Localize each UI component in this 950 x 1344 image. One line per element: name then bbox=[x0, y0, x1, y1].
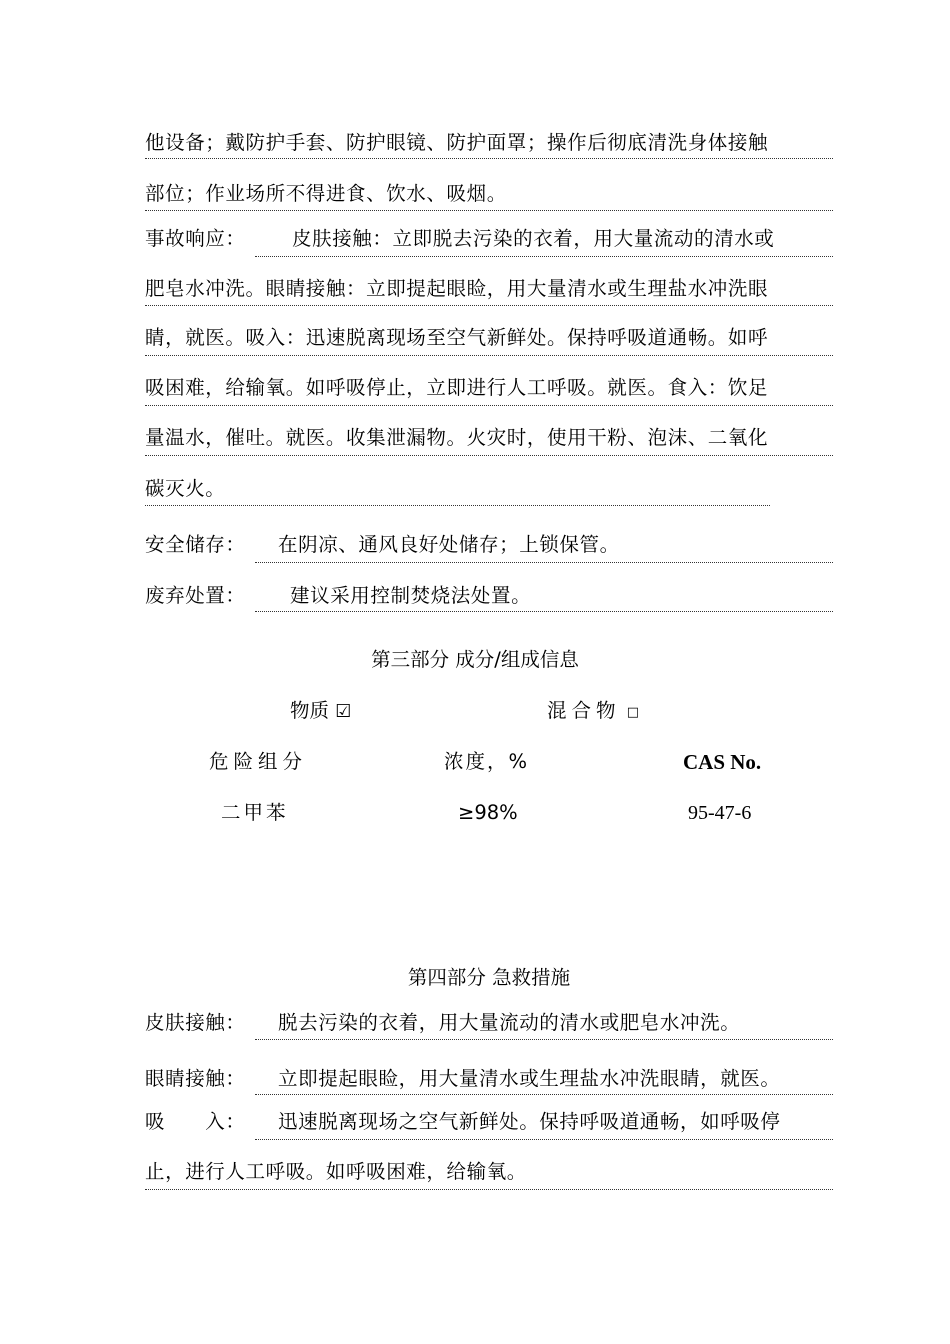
eye-contact-label: 眼睛接触： bbox=[145, 1067, 246, 1090]
eye-contact-text: 立即提起眼睑，用大量清水或生理盐水冲洗眼睛，就医。 bbox=[278, 1067, 781, 1090]
header-cas-no: CAS No. bbox=[683, 750, 762, 774]
substance-label: 物质 bbox=[290, 699, 330, 722]
inhalation-line-1: 迅速脱离现场之空气新鲜处。保持呼吸道通畅，如呼吸停 bbox=[278, 1110, 781, 1133]
section-4-title: 第四部分 急救措施 bbox=[407, 966, 571, 989]
disposal-label: 废弃处置： bbox=[145, 584, 246, 607]
dotted-rule bbox=[255, 1139, 833, 1140]
precaution-line-1: 他设备；戴防护手套、防护眼镜、防护面罩；操作后彻底清洗身体接触 bbox=[145, 131, 769, 154]
accident-response-line-5: 量温水，催吐。就医。收集泄漏物。火灾时，使用干粉、泡沫、二氧化 bbox=[145, 426, 769, 449]
dotted-rule bbox=[145, 1189, 833, 1190]
component-concentration: ≥98% bbox=[458, 801, 518, 824]
dotted-rule bbox=[145, 355, 833, 356]
checked-box-icon: ☑ bbox=[335, 701, 352, 722]
dotted-rule bbox=[255, 256, 833, 257]
mixture-option bbox=[547, 698, 639, 726]
component-name: 二甲苯 bbox=[221, 801, 289, 824]
empty-box-icon: □ bbox=[626, 705, 640, 720]
dotted-rule bbox=[255, 562, 833, 563]
accident-response-line-1: 皮肤接触：立即脱去污染的衣着，用大量流动的清水或 bbox=[292, 227, 775, 250]
dotted-rule bbox=[145, 158, 833, 159]
safe-storage-label: 安全储存： bbox=[145, 533, 246, 556]
accident-response-line-2: 肥皂水冲洗。眼睛接触：立即提起眼睑，用大量清水或生理盐水冲洗眼 bbox=[145, 277, 769, 300]
section-3-title: 第三部分 成分/组成信息 bbox=[371, 648, 579, 671]
dotted-rule bbox=[145, 305, 833, 306]
accident-response-line-6: 碳灭火。 bbox=[145, 477, 226, 500]
dotted-rule bbox=[145, 455, 833, 456]
skin-contact-text: 脱去污染的衣着，用大量流动的清水或肥皂水冲洗。 bbox=[278, 1011, 741, 1034]
disposal-text: 建议采用控制焚烧法处置。 bbox=[290, 584, 532, 607]
dotted-rule bbox=[145, 210, 833, 211]
accident-response-line-3: 睛，就医。吸入：迅速脱离现场至空气新鲜处。保持呼吸道通畅。如呼 bbox=[145, 326, 769, 349]
inhalation-label: 吸 入： bbox=[145, 1110, 246, 1133]
precaution-line-2: 部位；作业场所不得进食、饮水、吸烟。 bbox=[145, 182, 507, 205]
dotted-rule bbox=[145, 405, 833, 406]
inhalation-line-2: 止，进行人工呼吸。如呼吸困难，给输氧。 bbox=[145, 1160, 527, 1183]
accident-response-label: 事故响应： bbox=[145, 227, 246, 250]
safe-storage-text: 在阴凉、通风良好处储存；上锁保管。 bbox=[278, 533, 620, 556]
substance-option bbox=[290, 698, 351, 725]
header-concentration: 浓度，% bbox=[444, 750, 530, 773]
dotted-rule bbox=[145, 505, 770, 506]
dotted-rule bbox=[255, 1094, 833, 1095]
mixture-label: 混合物 bbox=[547, 699, 621, 722]
header-hazard-component: 危险组分 bbox=[209, 750, 308, 773]
dotted-rule bbox=[255, 611, 833, 612]
dotted-rule bbox=[255, 1039, 833, 1040]
component-cas-number: 95-47-6 bbox=[688, 802, 752, 824]
accident-response-line-4: 吸困难，给输氧。如呼吸停止，立即进行人工呼吸。就医。食入：饮足 bbox=[145, 376, 769, 399]
skin-contact-label: 皮肤接触： bbox=[145, 1011, 246, 1034]
